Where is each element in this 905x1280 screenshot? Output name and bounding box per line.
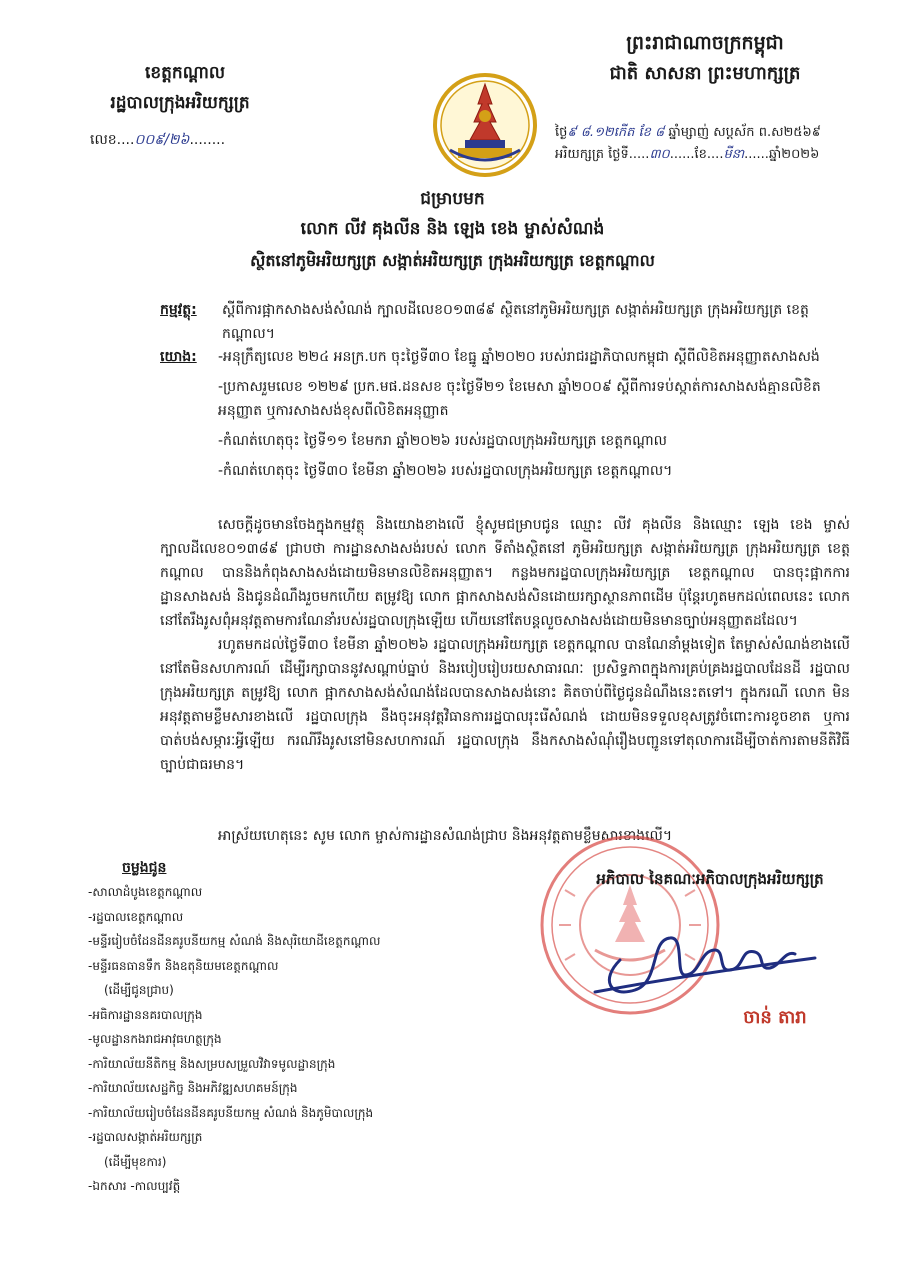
letter-title: ជម្រាបមក [420, 189, 485, 209]
municipal-logo-icon [430, 70, 540, 180]
signatory-name: ចាន់ តារា [743, 1007, 807, 1028]
solar-date [555, 144, 885, 166]
lunar-hand: ៩ ៨.១២កើត ខែ ៨ [567, 125, 665, 140]
recipient-item: -រដ្ឋបាលខេត្តកណ្ដាល [88, 909, 184, 924]
ref-handwritten: ០០៩/២៦ [134, 132, 190, 148]
recipient-item: -ការិយាល័យនីតិកម្ម និងសម្របសម្រួលវិវាទមូលដ្ឋានក្រុង [88, 1056, 336, 1071]
references-label: យោង: [160, 349, 197, 365]
recipient-item: -មន្ទីររៀបចំដែនដីនគរូបនីយកម្ម សំណង់ និងសុរិយោដីខេត្តកណ្ដាល [88, 934, 381, 948]
references-list [218, 345, 848, 489]
ref-prefix: លេខ.... [90, 132, 135, 148]
copy-to-list [88, 880, 448, 1199]
closing-line: អាស្រ័យហេតុនេះ សូម លោក ម្ចាស់ការដ្ឋានសំណង់ជ្រាប និងអនុវត្តតាមខ្លឹមសារខាងលើ។ [218, 828, 673, 844]
subject-label: កម្មវត្ថុ: [160, 302, 197, 318]
recipient-item: -អធិការដ្ឋាននគរបាលក្រុង [88, 1007, 203, 1022]
reference-item: -កំណត់ហេតុចុះ ថ្ងៃទី៣០ ខែមីនា ឆ្នាំ២០២៦ របស់រដ្ឋបាលក្រុងអរិយក្សត្រ ខេត្តកណ្ដាល។ [218, 463, 673, 479]
solar-mid: ......ខែ.... [669, 147, 724, 162]
solar-day: ៣០ [649, 147, 670, 162]
recipient-item: -ការិយាល័យរៀបចំដែនដីនគរូបនីយកម្ម សំណង់ និងភូមិបាលក្រុង [88, 1105, 374, 1120]
reference-number [90, 130, 310, 151]
body-paragraph: រហូតមកដល់ថ្ងៃទី៣០ ខែមីនា ឆ្នាំ២០២៦ រដ្ឋបាលក្រុងអរិយក្សត្រ ខេត្តកណ្ដាល បានណែនាំម្ដងទៀត តែម្ចាស់សំណង់ខាងលើនៅតែមិនសហការណ៍ ដើម្បីរក្សាបាននូវសណ្ដាប់ធ្នាប់ និងរបៀបរៀបរយសាធារណៈ ប្រសិទ្ធភាពក្នុងការគ្រប់គ្រងរដ្ឋបាលដែនដី រដ្ឋបាលក្រុងអរិយក្សត្រ តម្រូវឱ្យ លោក ផ្អាកសាងសង់សំណង់ដែលបានសាងសង់នោះ គិតចាប់ពីថ្ងៃជូនដំណឹងនេះតទៅ។ ក្នុងករណី លោក មិនអនុវត្តតាមខ្លឹមសារខាងលើ រដ្ឋបាលក្រុង នឹងចុះអនុវត្តវិធានការរដ្ឋបាលរុះរើសំណង់ ដោយមិនទទួលខុសត្រូវចំពោះការខូចខាត ឬការបាត់បង់សម្ភារៈអ្វីឡើយ ករណីរឹងរូសនៅមិនសហការណ៍ រដ្ឋបាលក្រុង នឹងកសាងសំណុំរឿងបញ្ជូនទៅតុលាការដើម្បីចាត់ការតាមនីតិវិធីច្បាប់ជាធរមាន។ [160, 637, 850, 773]
recipient-item: (ដើម្បីមុខការ) [104, 1154, 167, 1169]
recipient-item: -ឯកសារ -កាលប្បវត្តិ [88, 1179, 181, 1193]
reference-item: -ប្រកាសរួមលេខ ១២២៩ ប្រក.មផ.ដនសខ ចុះថ្ងៃទី២១ ខែមេសា ឆ្នាំ២០០៩ ស្ដីពីការទប់ស្កាត់ការសាងសង់គ្មានលិខិតអនុញ្ញាត ឬការសាងសង់ខុសពីលិខិតអនុញ្ញាត [218, 379, 821, 419]
recipient-item: -មូលដ្ឋានកងរាជអាវុធហត្ថក្រុង [88, 1032, 222, 1046]
letter-body [160, 513, 850, 777]
reference-item: -អនុក្រឹត្យលេខ ២២៤ អនក្រ.បក ចុះថ្ងៃទី៣០ ខែធ្នូ ឆ្នាំ២០២០ របស់រាជរដ្ឋាភិបាលកម្ពុជា ស្ដីពីលិខិតអនុញ្ញាតសាងសង់ [218, 349, 820, 365]
recipient-item: -មន្ទីរធនធានទឹក និងឧតុនិយមខេត្តកណ្ដាល [88, 958, 279, 973]
solar-prefix: អរិយក្សត្រ ថ្ងៃទី..... [555, 147, 650, 162]
addressee-location: ស្ថិតនៅភូមិអរិយក្សត្រ សង្កាត់អរិយក្សត្រ ក្រុងអរិយក្សត្រ ខេត្តកណ្ដាល [250, 251, 655, 270]
recipient-item: -ការិយាល័យសេដ្ឋកិច្ច និងអភិវឌ្ឍសហគមន៍ក្រុង [88, 1081, 298, 1095]
subject-text: ស្ដីពីការផ្អាកសាងសង់សំណង់ ក្បាលដីលេខ០១៣៨៩ ស្ថិតនៅភូមិអរិយក្សត្រ សង្កាត់អរិយក្សត្រ ក្រុងអរិយក្សត្រ ខេត្តកណ្ដាល។ [222, 302, 809, 342]
lunar-date [555, 122, 885, 144]
administration-name: រដ្ឋបាលក្រុងអរិយក្សត្រ [110, 93, 250, 113]
ref-suffix: ........ [189, 132, 226, 148]
province-name: ខេត្តកណ្ដាល [144, 63, 226, 83]
solar-suffix: ......ឆ្នាំ២០២៦ [744, 147, 820, 162]
recipient-item: -សាលាដំបូងខេត្តកណ្ដាល [88, 885, 203, 899]
addressee: លោក លីវ គុងលីន និង ឡេង ខេង ម្ចាស់សំណង់ [300, 219, 605, 239]
handwritten-signature-icon [590, 920, 820, 1000]
recipient-item: (ដើម្បីជូនជ្រាប) [104, 983, 174, 997]
lunar-prefix: ថ្ងៃ [555, 125, 568, 140]
date-block [555, 122, 885, 166]
copy-to-title: ចម្លងជូន [122, 860, 167, 876]
solar-month: មីនា [723, 147, 745, 162]
kingdom-title: ព្រះរាជាណាចក្រកម្ពុជា [626, 32, 784, 54]
signatory-title: អភិបាល នៃគណៈអភិបាលក្រុងអរិយក្សត្រ [596, 870, 824, 888]
recipient-item: -រដ្ឋបាលសង្កាត់អរិយក្សត្រ [88, 1130, 203, 1144]
lunar-suffix: ឆ្នាំម្សាញ់ សប្តស័ក ព.ស២៥៦៩ [664, 125, 821, 140]
body-paragraph: សេចក្ដីដូចមានចែងក្នុងកម្មវត្ថុ និងយោងខាងលើ ខ្ញុំសូមជម្រាបជូន ឈ្មោះ លីវ គុងលីន និងឈ្មោះ ឡេង ខេង ម្ចាស់ក្បាលដីលេខ០១៣៨៩ ជ្រាបថា ការដ្ឋានសាងសង់របស់ លោក ទីតាំងស្ថិតនៅ ភូមិអរិយក្សត្រ សង្កាត់អរិយក្សត្រ ក្រុងអរិយក្សត្រ ខេត្តកណ្ដាល បាននិងកំពុងសាងសង់ដោយមិនមានលិខិតអនុញ្ញាត។ កន្លងមករដ្ឋបាលក្រុងអរិយក្សត្រ ខេត្តកណ្ដាល បានចុះផ្អាកការដ្ឋានសាងសង់ និងជូនដំណឹងរួចមកហើយ តម្រូវឱ្យ លោក ផ្អាកសាងសង់សិនដោយរក្សាស្ថានភាពដើម ប៉ុន្តែរហូតមកដល់ពេលនេះ លោក នៅតែរឹងរូសពុំអនុវត្តតាមការណែនាំរបស់រដ្ឋបាលក្រុងឡើយ ហើយនៅតែបន្តលួចសាងសង់ដោយមិនមានច្បាប់អនុញ្ញាតដដែល។ [160, 517, 850, 629]
national-motto: ជាតិ សាសនា ព្រះមហាក្សត្រ [609, 63, 801, 84]
reference-item: -កំណត់ហេតុចុះ ថ្ងៃទី១១ ខែមករា ឆ្នាំ២០២៦ របស់រដ្ឋបាលក្រុងអរិយក្សត្រ ខេត្តកណ្ដាល [218, 433, 667, 449]
